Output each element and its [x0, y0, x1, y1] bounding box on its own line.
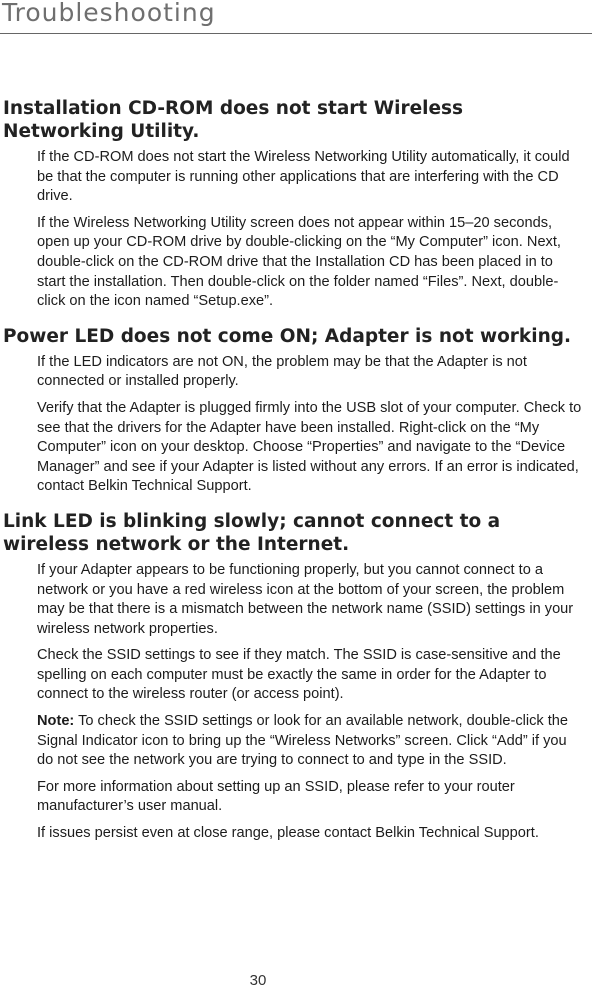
paragraph: If the Wireless Networking Utility screen does not appear within 15–20 seconds, open up your CD-ROM drive by double-clicking on the “My Computer” icon. Next, double-click on the CD-ROM drive that the Installation CD has been placed in to start the installation. Then double-click on the folder named “Files”. Next, double-click on the icon named “Setup.exe”. [37, 214, 561, 310]
paragraph: Check the SSID settings to see if they match. The SSID is case-sensitive and the spelling on each computer must be exactly the same in order for the Adapter to connect to the wireless router (or access point). [37, 647, 561, 703]
page-title: Troubleshooting [2, 0, 216, 27]
section-heading: Power LED does not come ON; Adapter is not working. [3, 325, 572, 347]
page-header [0, 0, 592, 34]
section-heading: Installation CD-ROM does not start Wireless Networking Utility. [3, 98, 464, 142]
section-power-led [0, 325, 592, 497]
paragraph: If issues persist even at close range, please contact Belkin Technical Support. [37, 825, 539, 842]
note-paragraph [37, 712, 585, 771]
paragraph: If your Adapter appears to be functioning properly, but you cannot connect to a network or you have a red wireless icon at the bottom of your screen, the problem may be that there is a mismatch between the network name (SSID) settings in your wireless network properties. [37, 561, 574, 637]
main-content [0, 97, 592, 851]
paragraph: If the LED indicators are not ON, the problem may be that the Adapter is not connected or installed properly. [37, 353, 527, 390]
section-body [37, 561, 585, 844]
section-cd-rom [0, 97, 592, 312]
paragraph: Verify that the Adapter is plugged firmly into the USB slot of your computer. Check to see that the drivers for the Adapter have been installed. Right-click on the “My Computer” icon on your desktop. Choose “Properties” and navigate to the “Device Manager” and see if your Adapter is listed without any errors. If an error is indicated, contact Belkin Technical Support. [37, 399, 582, 495]
note-label: Note: [37, 713, 75, 730]
note-text: To check the SSID settings or look for an available network, double-click the Signal Indicator icon to bring up the “Wireless Networks” screen. Click “Add” if you do not see the network you are trying to connect to and type in the SSID. [37, 713, 569, 769]
section-link-led [0, 510, 592, 844]
section-body [37, 148, 585, 312]
paragraph: For more information about setting up an SSID, please refer to your router manufacturer’s user manual. [37, 778, 515, 815]
page-number: 30 [249, 972, 267, 989]
header-divider [0, 33, 592, 34]
section-body [37, 353, 585, 497]
paragraph: If the CD-ROM does not start the Wireless Networking Utility automatically, it could be that the computer is running other applications that are interfering with the CD drive. [37, 149, 570, 205]
section-heading: Link LED is blinking slowly; cannot connect to a wireless network or the Internet. [3, 510, 501, 555]
